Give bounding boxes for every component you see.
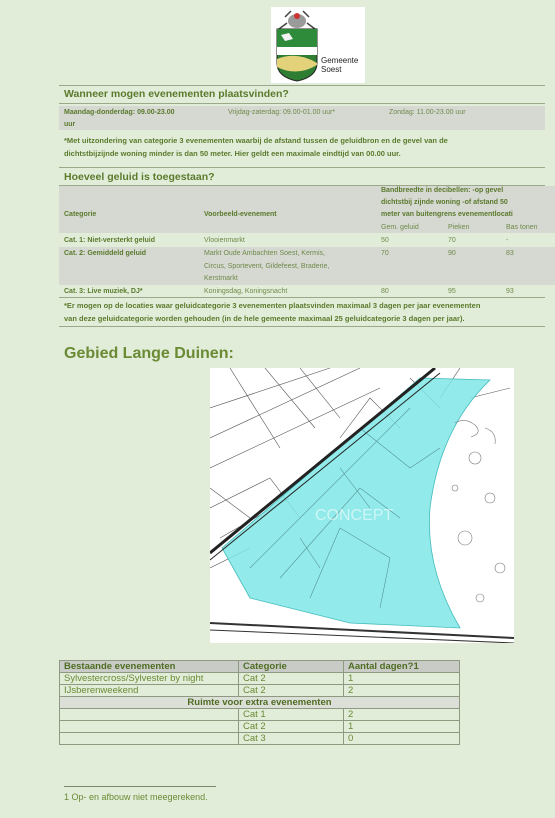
band-header-line1: Bandbreedte in decibellen: -op gevel — [381, 187, 504, 194]
row-avg: 50 — [381, 237, 389, 244]
header-days: Aantal dagen?1 — [344, 661, 460, 673]
divider — [59, 167, 545, 168]
hours-mon-thu-wrap: uur — [64, 121, 76, 128]
header-existing-events: Bestaande evenementen — [60, 661, 239, 673]
row-example: Kerstmarkt — [204, 275, 238, 282]
hours-fri-sat: Vrijdag-zaterdag: 09.00-01.00 uur* — [228, 109, 336, 116]
hours-sunday: Zondag: 11.00-23.00 uur — [389, 109, 466, 116]
area-title: Gebied Lange Duinen: — [64, 345, 234, 362]
table-subheader-row — [60, 697, 460, 709]
hours-note-line2: dichtstbijzijnde woning minder is dan 50 meter. Hier geldt een maximale eindtijd van 00.00 uur. — [64, 149, 401, 158]
table-header-row — [60, 661, 460, 673]
table-row — [60, 721, 460, 733]
municipality-logo — [271, 7, 365, 83]
row-bass: 93 — [506, 288, 514, 295]
row-example: Vlooienmarkt — [204, 237, 245, 244]
row-example: Koningsdag, Koningsnacht — [204, 288, 288, 295]
map-drawing — [210, 368, 514, 643]
event-days: 1 — [344, 721, 460, 733]
row-category: Cat. 1: Niet-versterkt geluid — [64, 237, 156, 244]
table-row — [60, 673, 460, 685]
map-watermark: CONCEPT — [315, 507, 394, 524]
event-name: Sylvestercross/Sylvester by night — [60, 673, 239, 685]
area-map — [210, 368, 514, 643]
subheader-extra-events: Ruimte voor extra evenementen — [60, 697, 460, 709]
divider — [59, 297, 545, 298]
section-title-when: Wanneer mogen evenementen plaatsvinden? — [64, 88, 289, 100]
divider — [59, 103, 545, 104]
event-category: Cat 1 — [239, 709, 344, 721]
event-name — [60, 733, 239, 745]
divider — [59, 326, 545, 327]
band-header-line2: dichtstbij zijnde woning -of afstand 50 — [381, 199, 508, 206]
sound-note-line2: van deze geluidcategorie worden gehouden (in de hele gemeente maximaal 25 geluidcategorie 3 dagen per jaar). — [64, 314, 465, 323]
row-peaks: 70 — [448, 237, 456, 244]
event-area-polygon — [222, 378, 490, 628]
event-category: Cat 3 — [239, 733, 344, 745]
sound-note-line1: *Er mogen op de locaties waar geluidcategorie 3 evenementen plaatsvinden maximaal 3 dagen per jaar evenementen — [64, 301, 481, 310]
event-category: Cat 2 — [239, 685, 344, 697]
hours-mon-thu: Maandag-donderdag: 09.00-23.00 — [64, 109, 175, 116]
header-category: Categorie — [239, 661, 344, 673]
event-category: Cat 2 — [239, 673, 344, 685]
table-row — [60, 733, 460, 745]
row-peaks: 95 — [448, 288, 456, 295]
col-header-avg: Gem. geluid — [381, 224, 419, 231]
row-avg: 70 — [381, 250, 389, 257]
col-header-bass: Bas tonen — [506, 224, 538, 231]
soest-coat-of-arms-icon — [271, 7, 365, 83]
event-name — [60, 721, 239, 733]
table-row — [60, 709, 460, 721]
event-name — [60, 709, 239, 721]
event-days: 0 — [344, 733, 460, 745]
footnote: 1 Op- en afbouw niet meegerekend. — [64, 792, 208, 802]
row-example: Markt Oude Ambachten Soest, Kermis, — [204, 250, 325, 257]
col-header-peaks: Pieken — [448, 224, 470, 231]
band-header-line3: meter van buitengrens evenementlocati — [381, 211, 513, 218]
hours-note-line1: *Met uitzondering van categorie 3 evenementen waarbij de afstand tussen de geluidbron en de gevel van de — [64, 136, 448, 145]
row-category: Cat. 2: Gemiddeld geluid — [64, 250, 147, 257]
table-row — [60, 685, 460, 697]
events-table — [59, 660, 460, 745]
row-category: Cat. 3: Live muziek, DJ* — [64, 288, 143, 295]
section-title-sound: Hoeveel geluid is toegestaan? — [64, 171, 215, 183]
row-example: Circus, Sportevent, Gildefeest, Braderie, — [204, 263, 330, 270]
logo-text-gemeente: Gemeente — [321, 56, 359, 65]
col-header-category: Categorie — [64, 211, 97, 218]
row-peaks: 90 — [448, 250, 456, 257]
row-bass: 83 — [506, 250, 514, 257]
row-avg: 80 — [381, 288, 389, 295]
logo-text-soest: Soest — [321, 65, 342, 74]
row-bass: - — [506, 237, 509, 244]
event-name: IJsberenweekend — [60, 685, 239, 697]
col-header-example: Voorbeeld-evenement — [204, 211, 277, 218]
footnote-rule — [64, 786, 216, 787]
divider — [59, 85, 545, 86]
event-days: 2 — [344, 709, 460, 721]
event-days: 1 — [344, 673, 460, 685]
event-category: Cat 2 — [239, 721, 344, 733]
event-days: 2 — [344, 685, 460, 697]
